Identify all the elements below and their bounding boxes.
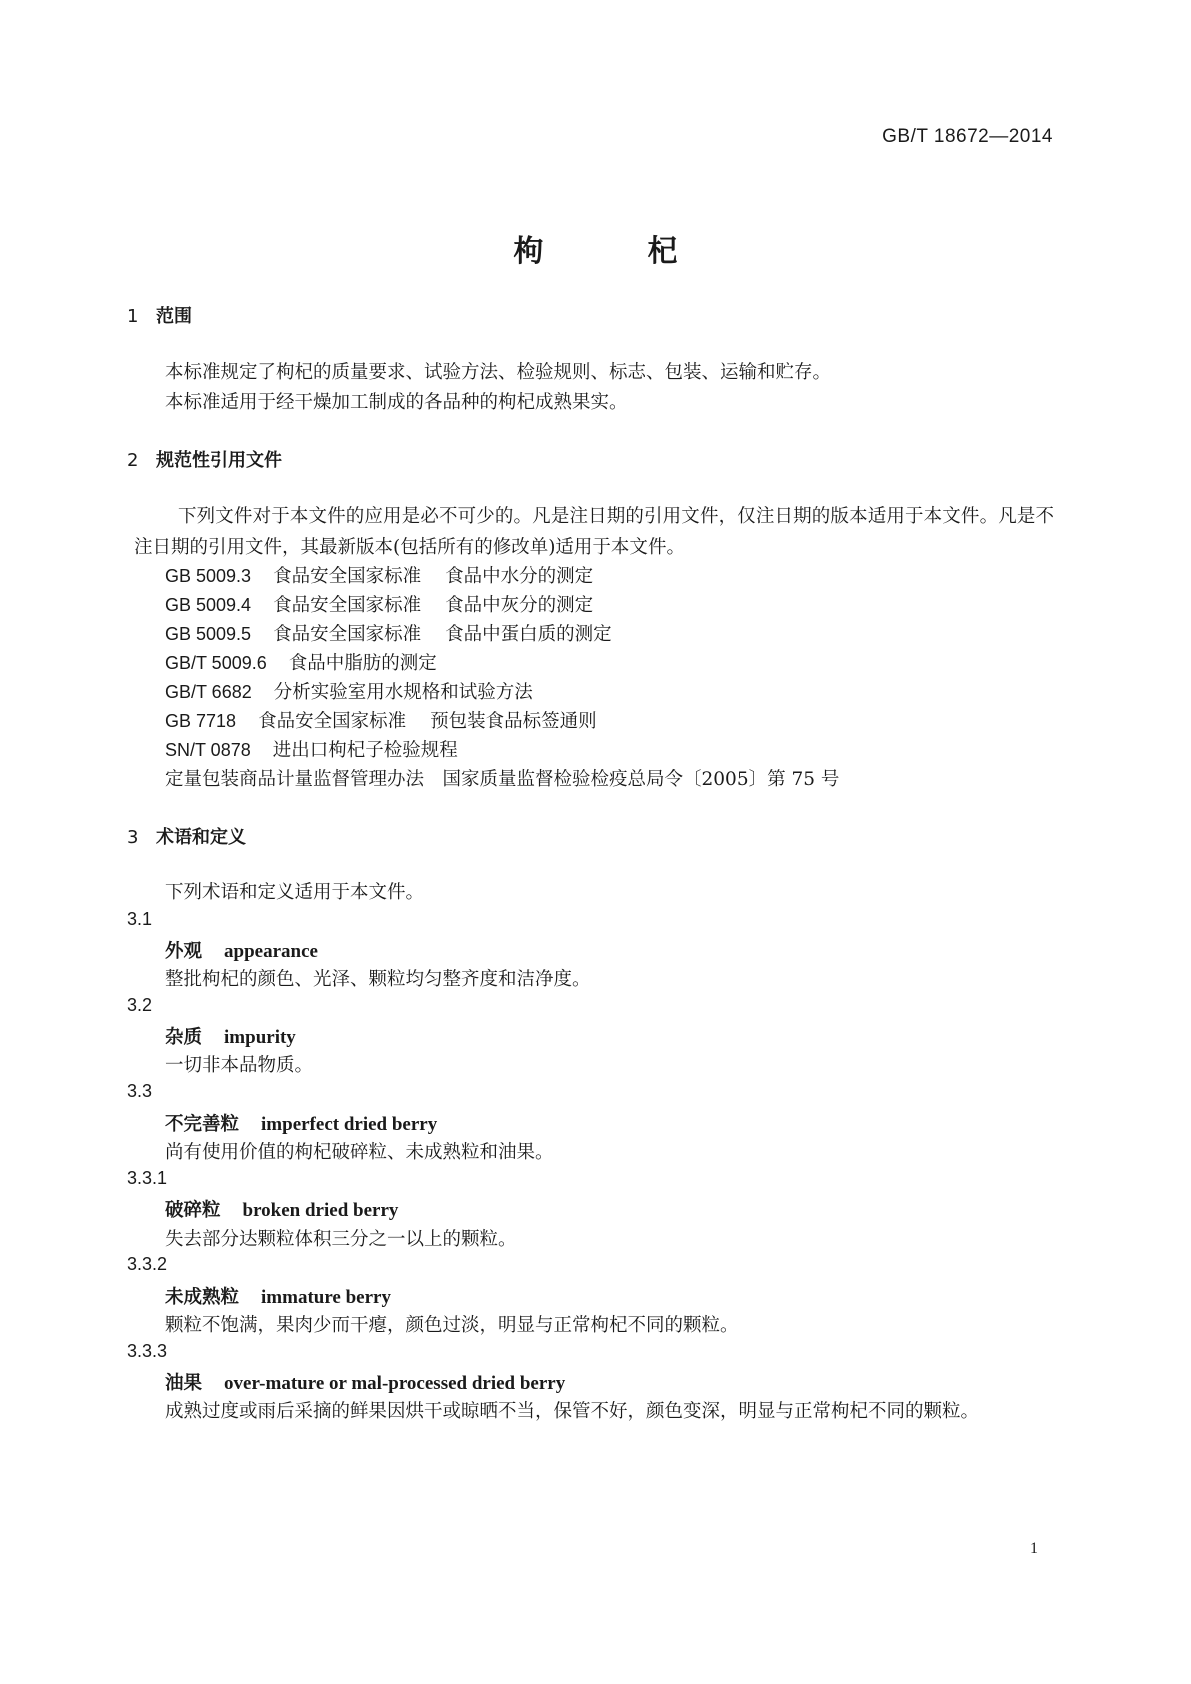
term-en: appearance	[224, 941, 318, 962]
term-en: over-mature or mal-processed dried berry	[224, 1373, 566, 1394]
reference-code: GB 7718	[165, 711, 237, 731]
term-heading	[165, 1369, 565, 1395]
reference-title: 进出口枸杞子检验规程	[272, 740, 458, 761]
term-en: broken dried berry	[242, 1200, 399, 1221]
term-number: 3.3	[127, 1081, 153, 1101]
section-number: 3	[127, 827, 139, 848]
term-zh: 破碎粒	[165, 1200, 221, 1221]
reference-item	[165, 649, 437, 675]
reference-item	[165, 620, 612, 646]
reference-code: GB/T 5009.6	[165, 653, 267, 673]
term-heading	[165, 1023, 296, 1049]
term-en: impurity	[224, 1027, 296, 1048]
section-number: 2	[127, 450, 139, 471]
term-number: 3.3.3	[127, 1341, 168, 1361]
term-zh: 未成熟粒	[165, 1287, 240, 1308]
scope-paragraph-1: 本标准规定了枸杞的质量要求、试验方法、检验规则、标志、包装、运输和贮存。	[165, 362, 832, 383]
term-heading	[165, 937, 318, 963]
scope-paragraph-2: 本标准适用于经干燥加工制成的各品种的枸杞成熟果实。	[165, 392, 628, 413]
section-title: 范围	[156, 306, 192, 327]
reference-title: 食品安全国家标准	[273, 595, 422, 616]
reference-title: 食品安全国家标准	[273, 624, 422, 645]
section-number: 1	[127, 306, 139, 327]
term-heading	[165, 1283, 391, 1309]
reference-title: 食品安全国家标准	[258, 711, 407, 732]
reference-item	[165, 736, 458, 762]
reference-subtitle: 食品中蛋白质的测定	[445, 624, 612, 645]
reference-code: SN/T 0878	[165, 740, 251, 760]
reference-title: 分析实验室用水规格和试验方法	[273, 682, 533, 703]
reference-item	[165, 591, 593, 617]
reference-item	[165, 562, 593, 588]
reference-title: 食品中脂肪的测定	[288, 653, 437, 674]
section-3-heading	[127, 823, 246, 849]
reference-item-regulation: 定量包装商品计量监督管理办法 国家质量监督检验检疫总局令〔2005〕第 75 号	[165, 769, 840, 790]
terms-intro: 下列术语和定义适用于本文件。	[165, 882, 425, 903]
title-char-2: 杞	[647, 234, 678, 269]
section-title: 术语和定义	[156, 827, 246, 848]
term-heading	[165, 1196, 398, 1222]
term-zh: 杂质	[165, 1027, 203, 1048]
term-zh: 不完善粒	[165, 1114, 240, 1135]
term-heading	[165, 1110, 437, 1136]
term-number: 3.1	[127, 909, 153, 929]
section-title: 规范性引用文件	[156, 450, 282, 471]
reference-code: GB 5009.5	[165, 624, 252, 644]
term-definition: 失去部分达颗粒体积三分之一以上的颗粒。	[165, 1229, 517, 1250]
term-definition: 整批枸杞的颜色、光泽、颗粒均匀整齐度和洁净度。	[165, 969, 591, 990]
page-number: 1	[1030, 1540, 1038, 1557]
references-intro: 下列文件对于本文件的应用是必不可少的。凡是注日期的引用文件，仅注日期的版本适用于本文件。凡是不注日期的引用文件，其最新版本(包括所有的修改单)适用于本文件。	[134, 506, 1054, 558]
reference-subtitle: 食品中水分的测定	[445, 566, 594, 587]
section-2-heading	[127, 446, 282, 472]
term-definition: 成熟过度或雨后采摘的鲜果因烘干或晾晒不当，保管不好，颜色变深，明显与正常枸杞不同的颗粒。	[165, 1401, 980, 1422]
term-number: 3.3.1	[127, 1168, 168, 1188]
term-number: 3.3.2	[127, 1254, 168, 1274]
reference-item	[165, 707, 597, 733]
reference-code: GB 5009.4	[165, 595, 252, 615]
term-en: imperfect dried berry	[261, 1114, 438, 1135]
page-title	[0, 226, 1191, 270]
term-definition: 颗粒不饱满，果肉少而干瘪，颜色过淡，明显与正常枸杞不同的颗粒。	[165, 1315, 739, 1336]
reference-code: GB/T 6682	[165, 682, 252, 702]
reference-item	[165, 678, 533, 704]
term-number: 3.2	[127, 995, 153, 1015]
reference-subtitle: 预包装食品标签通则	[430, 711, 597, 732]
term-definition: 尚有使用价值的枸杞破碎粒、未成熟粒和油果。	[165, 1142, 554, 1163]
reference-code: GB 5009.3	[165, 566, 252, 586]
reference-title: 食品安全国家标准	[273, 566, 422, 587]
title-char-1: 枸	[513, 234, 544, 269]
standard-number: GB/T 18672—2014	[882, 126, 1053, 147]
term-en: immature berry	[261, 1287, 391, 1308]
section-1-heading	[127, 302, 192, 328]
term-zh: 外观	[165, 941, 203, 962]
term-definition: 一切非本品物质。	[165, 1055, 314, 1076]
reference-subtitle: 食品中灰分的测定	[445, 595, 594, 616]
term-zh: 油果	[165, 1373, 203, 1394]
